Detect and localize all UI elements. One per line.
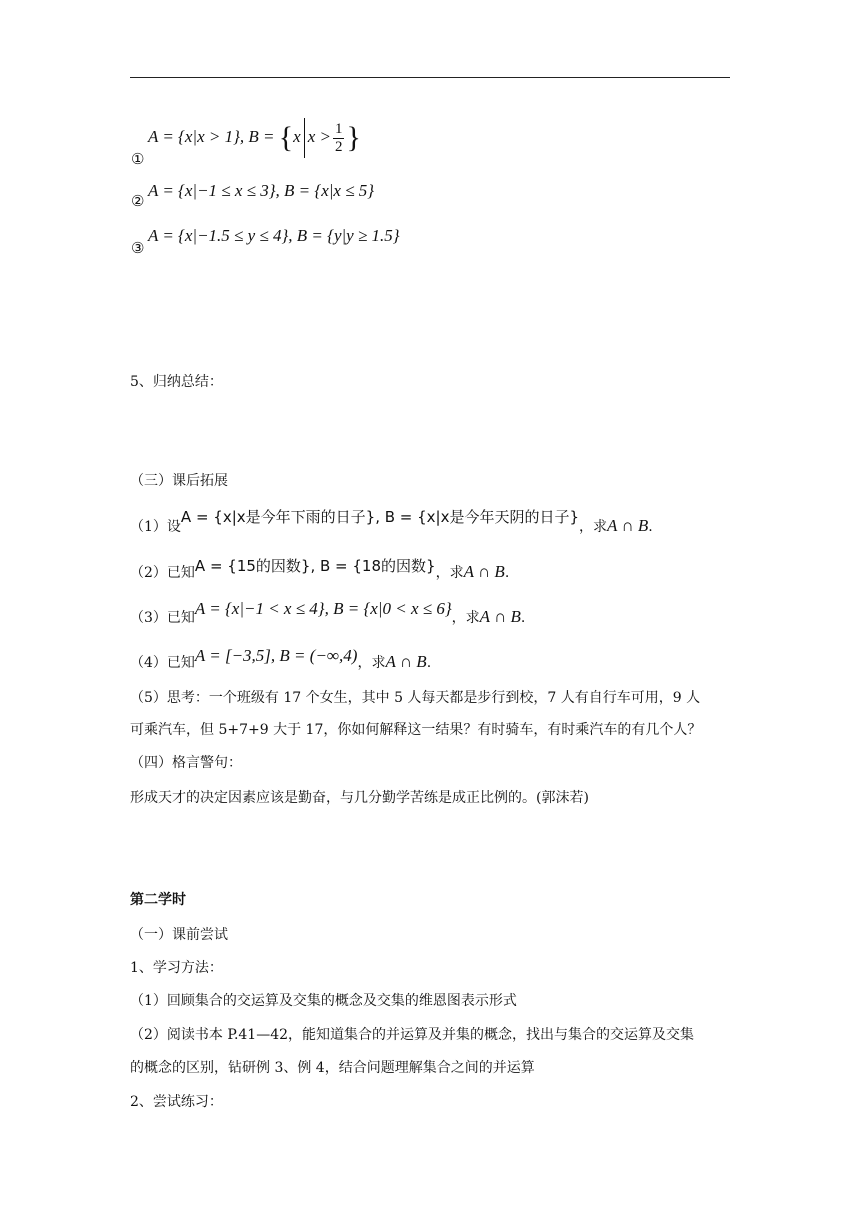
example-3-marker: ③: [131, 239, 145, 257]
section-3-heading: （三）课后拓展: [130, 473, 228, 489]
method-2-line-2: 的概念的区别，钻研例 3、例 4，结合问题理解集合之间的并运算: [130, 1060, 535, 1076]
quote-text: 形成天才的决定因素应该是勤奋，与几分勤学苦练是成正比例的。(郭沫若): [130, 790, 589, 806]
lesson-2-title: 第二学时: [130, 892, 186, 908]
header-rule: [130, 77, 730, 78]
example-1-expression: A = {x|x > 1}, B = {x x > $\frac{1}{2}$ }: [148, 118, 768, 158]
summary-heading: 5、归纳总结：: [130, 374, 223, 390]
fraction-one-half: $\frac{1}{2}$: [334, 120, 343, 155]
example-3-expression: A = {x|−1.5 ≤ y ≤ 4}, B = {y|y ≥ 1.5}: [148, 226, 400, 245]
method-2-line-1: （2）阅读书本 P.41—42，能知道集合的并运算及并集的概念，找出与集合的交运算及交集: [130, 1027, 695, 1043]
question-4: （4）已知A = [−3,5], B = (−∞,4)，求A ∩ B.: [130, 646, 432, 671]
question-1: （1）设A = {x|x是今年下雨的日子}, B = {x|x是今年天阴的日子}，求A ∩ B.: [130, 508, 653, 535]
practice-heading: 2、尝试练习：: [130, 1094, 223, 1110]
example-1-marker: ①: [131, 150, 145, 168]
learning-method-heading: 1、学习方法：: [130, 960, 223, 976]
question-3: （3）已知A = {x|−1 < x ≤ 4}, B = {x|0 < x ≤ 6}，求A ∩ B.: [130, 599, 526, 626]
example-2-marker: ②: [131, 192, 145, 210]
question-5-line-1: （5）思考：一个班级有 17 个女生，其中 5 人每天都是步行到校，7 人有自行车可用，9 人: [130, 690, 701, 706]
method-1: （1）回顾集合的交运算及交集的概念及交集的维恩图表示形式: [130, 993, 517, 1009]
lesson-2-subheading: （一）课前尝试: [130, 927, 228, 943]
question-5-line-2: 可乘汽车，但 5+7+9 大于 17，你如何解释这一结果？有时骑车，有时乘汽车的有几个人？: [130, 722, 702, 738]
example-2-expression: A = {x|−1 ≤ x ≤ 3}, B = {x|x ≤ 5}: [148, 181, 375, 200]
question-2: （2）已知A = {15的因数}, B = {18的因数}，求A ∩ B.: [130, 557, 510, 581]
section-4-heading: （四）格言警句：: [130, 755, 242, 771]
